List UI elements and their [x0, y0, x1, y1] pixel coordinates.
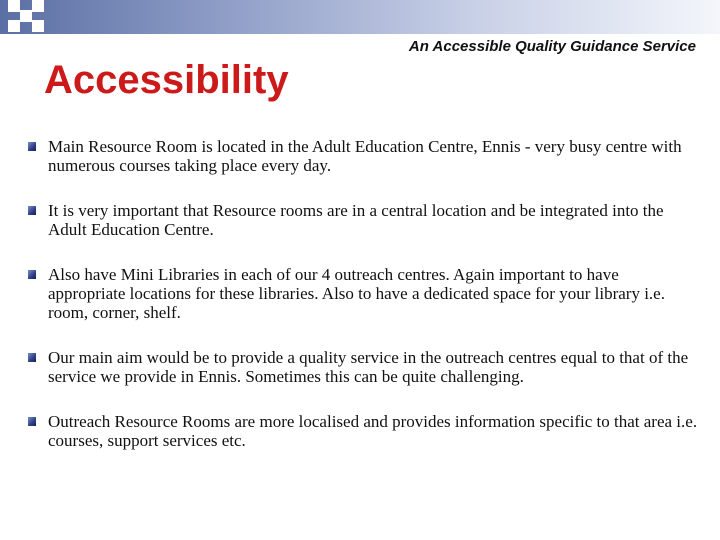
header-tagline: An Accessible Quality Guidance Service: [408, 38, 696, 55]
slide-title: Accessibility: [44, 58, 289, 102]
decorative-square: [8, 0, 20, 12]
bullet-text: Main Resource Room is located in the Adult Education Centre, Ennis - very busy centre with numerous courses taking place every day.: [48, 137, 682, 175]
decorative-square: [32, 0, 44, 12]
bullet-item: [28, 348, 698, 386]
decorative-square: [8, 20, 20, 32]
bullet-square-icon: [28, 142, 36, 151]
decorative-square: [20, 10, 32, 22]
bullet-item: [28, 265, 698, 322]
header-gradient-bar: [0, 0, 720, 34]
bullet-square-icon: [28, 206, 36, 215]
bullet-item: [28, 137, 698, 175]
bullet-item: [28, 201, 698, 239]
bullet-square-icon: [28, 353, 36, 362]
bullet-text: Outreach Resource Rooms are more localised and provides information specific to that area i.e. courses, support services etc.: [48, 412, 698, 450]
bullet-list: [28, 137, 698, 476]
bullet-text: Also have Mini Libraries in each of our 4 outreach centres. Again important to have appropriate locations for these libraries. Also to have a dedicated space for your library i.e. room, corner, shelf.: [48, 265, 665, 322]
bullet-item: [28, 412, 698, 450]
bullet-square-icon: [28, 270, 36, 279]
decorative-square: [32, 20, 44, 32]
bullet-text: Our main aim would be to provide a quality service in the outreach centres equal to that of the service we provide in Ennis. Sometimes this can be quite challenging.: [48, 348, 689, 386]
bullet-square-icon: [28, 417, 36, 426]
bullet-text: It is very important that Resource rooms are in a central location and be integrated into the Adult Education Centre.: [48, 201, 664, 239]
